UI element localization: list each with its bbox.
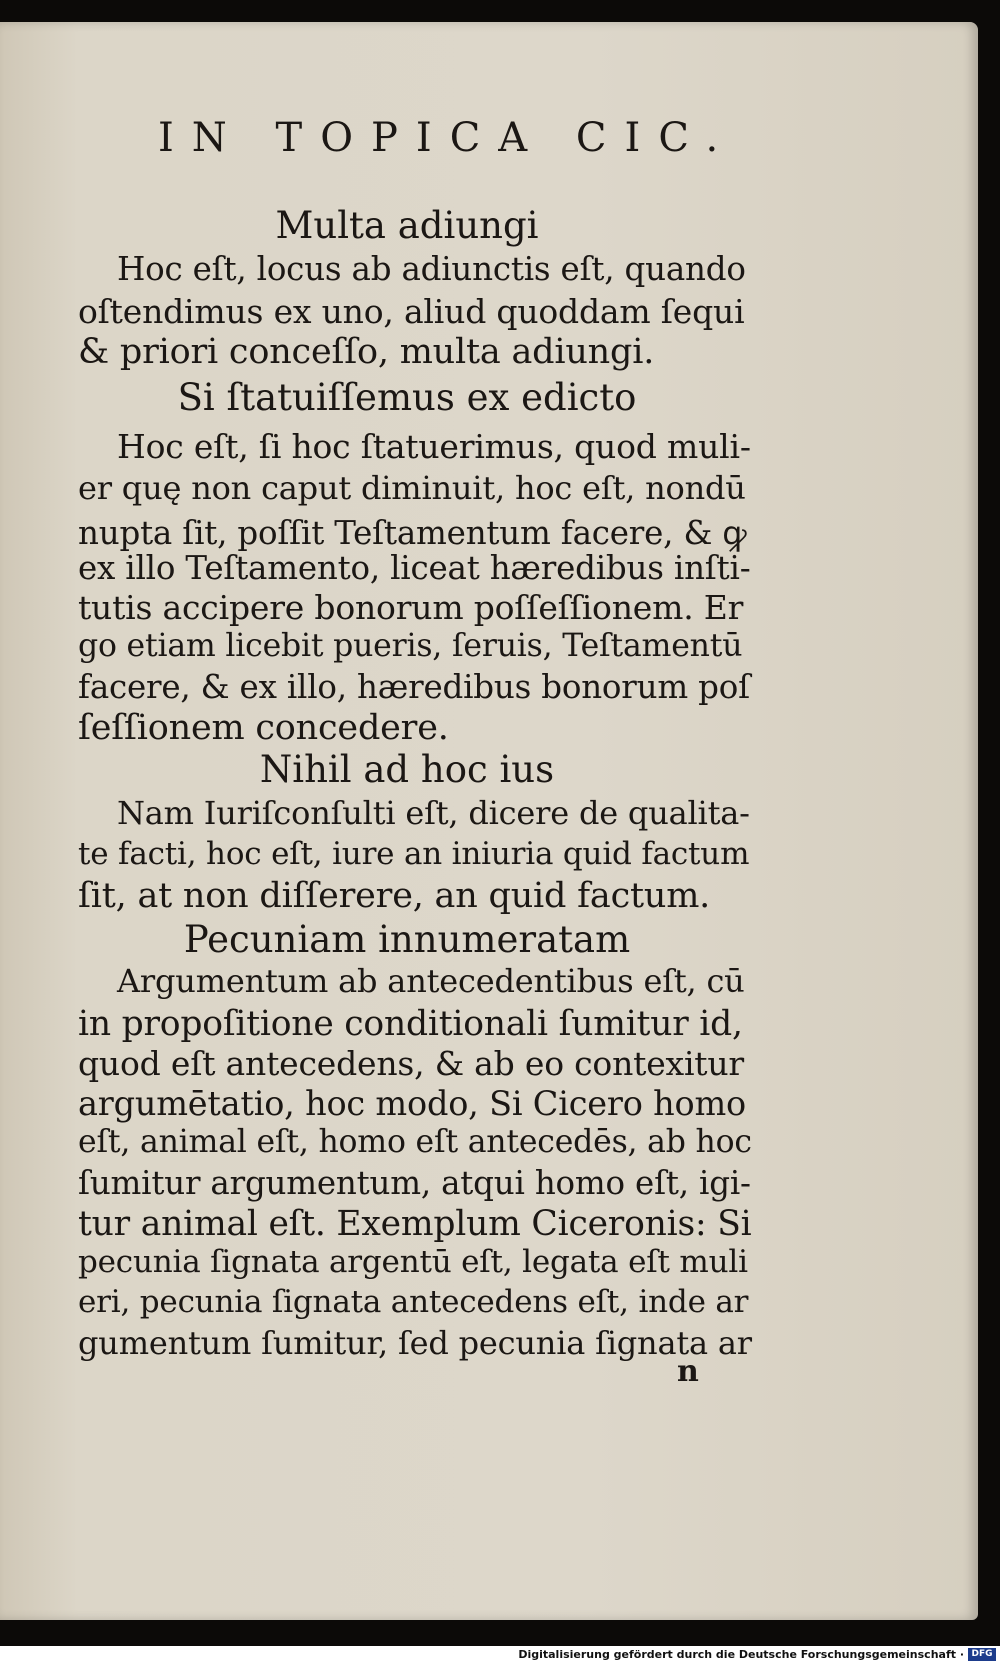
- text-line: eſt, animal eſt, homo eſt antecedēs, ab hoc: [78, 1124, 752, 1160]
- text-line: Argumentum ab antecedentibus eſt, cū: [117, 962, 745, 1000]
- book-page: [0, 22, 978, 1620]
- funding-credit: Digitalisierung gefördert durch die Deutsche Forschungsgemeinschaft ·: [518, 1648, 964, 1661]
- section-heading: Si ſtatuiſſemus ex edicto: [177, 376, 637, 419]
- text-line: ſeſſionem concedere.: [78, 708, 449, 748]
- text-line: & priori conceſſo, multa adiungi.: [78, 332, 655, 372]
- text-line: gumentum ſumitur, ſed pecunia ſignata ar: [78, 1324, 752, 1362]
- section-heading: Multa adiungi: [275, 204, 539, 247]
- text-line: tur animal eſt. Exemplum Ciceronis: Si: [78, 1204, 752, 1244]
- text-line: nupta ſit, poſſit Teſtamentum facere, & ꝙ: [78, 514, 747, 552]
- text-line: Hoc eſt, ſi hoc ſtatuerimus, quod muli-: [117, 427, 751, 466]
- text-line: eri, pecunia ſignata antecedens eſt, inde ar: [78, 1284, 749, 1320]
- text-line: go etiam licebit pueris, ſeruis, Teſtamentū: [78, 628, 743, 664]
- section-heading: Nihil ad hoc ius: [259, 748, 555, 791]
- text-line: ſumitur argumentum, atqui homo eſt, igi-: [78, 1164, 751, 1202]
- text-line: te facti, hoc eſt, iure an iniuria quid factum: [78, 836, 750, 872]
- text-line: facere, & ex illo, hæredibus bonorum poſ: [78, 668, 750, 706]
- footer-strip: [0, 1646, 1000, 1666]
- text-line: in propoſitione conditionali ſumitur id,: [78, 1004, 743, 1044]
- section-heading: Pecuniam innumeratam: [183, 918, 631, 961]
- text-line: pecunia ſignata argentū eſt, legata eſt muli: [78, 1244, 748, 1280]
- text-line: tutis accipere bonorum poſſeſſionem. Er: [78, 588, 744, 627]
- dfg-logo: DFG: [968, 1648, 996, 1661]
- text-line: er quę non caput diminuit, hoc eſt, nondū: [78, 469, 746, 507]
- running-header: IN TOPICA CIC.: [158, 115, 737, 161]
- text-line: Nam Iuriſconſulti eſt, dicere de qualita-: [117, 794, 750, 832]
- text-line: ſit, at non diſſerere, an quid factum.: [78, 876, 711, 916]
- text-line: Hoc eſt, locus ab adiunctis eſt, quando: [117, 250, 746, 288]
- text-line: oſtendimus ex uno, aliud quoddam ſequi: [78, 292, 745, 331]
- text-line: ex illo Teſtamento, liceat hæredibus inſti-: [78, 549, 751, 587]
- text-line: quod eſt antecedens, & ab eo contexitur: [78, 1044, 744, 1083]
- catchword: n: [677, 1354, 699, 1389]
- text-line: argumētatio, hoc modo, Si Cicero homo: [78, 1084, 747, 1123]
